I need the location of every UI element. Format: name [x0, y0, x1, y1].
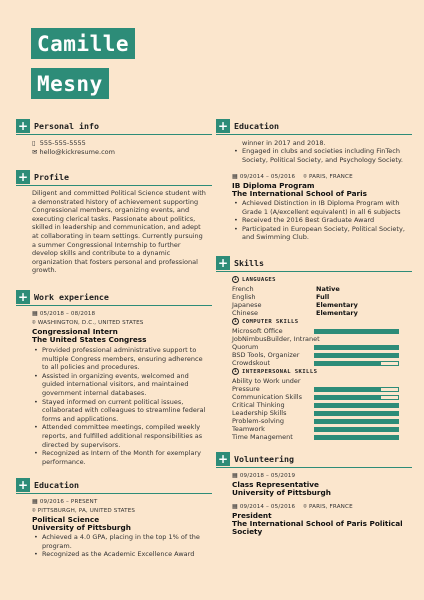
bullet-line: Stayed informed on current political issues, [42, 397, 184, 406]
volunteer-dates: 09/2018 – 05/2019 [239, 473, 296, 479]
info-icon: i [233, 319, 238, 324]
profile-line: a demonstrated history of achievement supporting [32, 197, 199, 206]
volunteer-meta [232, 503, 353, 511]
language-level: Elementary [316, 309, 358, 317]
plus-icon: + [217, 452, 229, 466]
bullet-line: Provided professional administrative support to [42, 346, 197, 354]
skill-level-fill [315, 412, 398, 415]
section-title: Education [234, 121, 279, 131]
calendar-icon: ▦ [232, 502, 238, 510]
profile-line: organization that fosters personal and professional [32, 257, 198, 266]
work-org: The United States Congress [32, 335, 147, 344]
skill-name: BSD Tools, Organizer [232, 351, 300, 359]
calendar-icon: ▦ [232, 173, 238, 180]
language-row [232, 293, 422, 301]
skill-level-bar [314, 361, 399, 366]
bullet-item [32, 533, 216, 550]
skill-name: Time Management [232, 433, 293, 441]
subheader-label: LANGUAGES [242, 276, 276, 283]
section-title: Profile [34, 172, 69, 182]
calendar-icon: ▦ [32, 310, 38, 317]
bullet-item [32, 423, 216, 449]
bullet-line: Assisted in organizing events, welcomed and [42, 371, 189, 380]
language-name: English [232, 293, 256, 301]
email-row [32, 148, 115, 157]
bullet-line: Recognized as Intern of the Month for exemplary [42, 449, 201, 458]
section-header-personal [16, 119, 99, 133]
bullet-line: program. [42, 541, 72, 550]
skill-level-bar [314, 411, 399, 416]
edu-continued-line: winner in 2017 and 2018. [242, 139, 326, 147]
ib-org: The International School of Paris [232, 189, 367, 198]
bullet-line: Achieved Distinction in IB Diploma Program with [242, 199, 400, 207]
bullet-line: multiple Congress members, ensuring adherence [42, 354, 203, 363]
language-level: Full [316, 293, 330, 301]
profile-line: executing clerical tasks. Passionate about politics, [32, 214, 196, 223]
edu-continued-bullets [232, 147, 416, 164]
skill-level-bar [314, 387, 399, 392]
bullet-item [32, 398, 216, 424]
plus-icon: + [217, 119, 229, 133]
skill-level-fill [315, 428, 398, 431]
skill-level-fill [315, 436, 398, 439]
edu-bullets [32, 533, 216, 559]
ib-meta: ▦ 09/2014 – 05/2016 ⌾ PARIS, FRANCE [232, 173, 353, 180]
skill-level-bar [314, 419, 399, 424]
bullet-line: Achieved a 4.0 GPA, placing in the top 1% of the [42, 533, 200, 541]
skills-subheader [232, 368, 317, 375]
bullet-item [232, 225, 416, 242]
plus-icon: + [17, 290, 29, 304]
bullet-line: Participated in European Society, Political Society, [242, 224, 405, 233]
info-icon: i [233, 277, 238, 282]
profile-line: develop skills and contribute to a dynamic [32, 249, 171, 258]
plus-icon: + [217, 256, 229, 270]
volunteer-title: Class Representative [232, 480, 319, 489]
volunteer-title: President [232, 510, 272, 520]
profile-line: growth. [32, 266, 57, 275]
section-header-profile [16, 170, 69, 184]
subheader-label: INTERPERSONAL SKILLS [242, 368, 318, 375]
skill-level-fill [315, 330, 398, 333]
profile-line: Congressional members, organizing events, and [32, 206, 190, 215]
location-pin-icon: ⌾ [32, 507, 36, 514]
skill-level-bar [314, 427, 399, 432]
phone-row [32, 139, 86, 148]
language-name: French [232, 285, 254, 293]
edu-dates: ▦ 09/2016 – PRESENT [32, 498, 98, 505]
bullet-line: forms and applications. [42, 414, 119, 423]
location-pin-icon: ⌾ [303, 173, 307, 180]
section-divider [16, 185, 212, 186]
bullet-item [32, 550, 216, 559]
skill-name: JobNimbusBuilder, Intranet [232, 335, 320, 343]
language-level: Elementary [316, 301, 358, 309]
bullet-item [32, 346, 216, 372]
skill-level-fill [315, 420, 398, 423]
skill-name: Microsoft Office [232, 327, 283, 335]
phone-icon: ▯ [32, 139, 36, 147]
language-row [232, 285, 422, 293]
skill-name: Problem-solving [232, 417, 284, 425]
skill-name: Teamwork [232, 425, 265, 433]
work-title: Congressional Intern [32, 327, 118, 336]
volunteer-meta [232, 472, 295, 480]
info-icon: i [233, 369, 238, 374]
bullet-line: reports, and fulfilled additional responsibilities as [42, 431, 203, 440]
section-divider [216, 271, 412, 272]
profile-line: at collaborating in team settings. Currently pursuing [32, 231, 203, 240]
language-name: Chinese [232, 309, 258, 317]
bullet-line: Recognized as the Academic Excellence Award [42, 550, 195, 559]
bullet-line: guided international visitors, and maintained [42, 380, 189, 389]
volunteer-org: University of Pittsburgh [232, 488, 331, 498]
skill-level-bar [314, 395, 399, 400]
section-divider [216, 134, 412, 135]
bullet-line: to all policies and procedures. [42, 363, 140, 372]
calendar-icon: ▦ [32, 498, 38, 505]
section-title: Personal info [34, 121, 99, 131]
section-header-education-right [216, 119, 279, 133]
skill-level-fill [315, 388, 381, 391]
bullet-line: government internal databases. [42, 388, 147, 397]
bullet-line: collaborated with colleagues to streamline federal [42, 406, 206, 415]
skill-name: Communication Skills [232, 393, 302, 401]
section-title: Skills [234, 258, 264, 268]
last-name: Mesny [31, 68, 109, 99]
bullet-line: Attended committee meetings, compiled weekly [42, 423, 201, 432]
section-divider [16, 493, 212, 494]
language-name: Japanese [232, 301, 262, 309]
language-level: Native [316, 285, 340, 293]
first-name: Camille [31, 28, 135, 59]
skills-subheader [232, 276, 276, 283]
volunteer-org: The International School of Paris Political [232, 518, 403, 528]
skill-level-bar [314, 345, 399, 350]
skill-name: Crowdskout [232, 359, 271, 367]
bullet-line: Received the 2016 Best Graduate Award [242, 216, 375, 225]
section-title: Work experience [34, 292, 109, 302]
section-header-education-left [16, 478, 79, 492]
skill-level-fill [315, 404, 398, 407]
phone-text: 555-555-5555 [39, 139, 86, 147]
skill-name: Leadership Skills [232, 409, 287, 417]
email-text: hello@kickresume.com [39, 148, 115, 156]
bullet-line: Grade 1 (A/excellent equivalent) in all 6 subjects [242, 207, 401, 216]
bullet-line: performance. [42, 457, 86, 466]
edu-location: ⌾ PITTSBURGH, PA, UNITED STATES [32, 507, 136, 514]
work-location: ⌾ WASHINGTON, D.C., UNITED STATES [32, 319, 144, 326]
location-pin-icon: ⌾ [303, 502, 307, 510]
section-header-work [16, 290, 109, 304]
bullet-item [32, 449, 216, 466]
bullet-item [232, 199, 416, 216]
skill-level-fill [315, 396, 381, 399]
work-bullets [32, 346, 216, 466]
section-header-volunteering [216, 452, 294, 466]
section-header-skills [216, 256, 264, 270]
location-pin-icon: ⌾ [32, 319, 36, 326]
skill-name: Critical Thinking [232, 401, 285, 409]
skill-level-bar [314, 353, 399, 358]
volunteer-org: Society [232, 527, 263, 537]
section-title: Volunteering [234, 454, 294, 464]
bullet-item: • Engaged in clubs and societies including FinTech Society, Political Society, and Psychology Society. [232, 147, 416, 164]
skill-name: Pressure [232, 385, 260, 393]
skill-level-bar [314, 435, 399, 440]
bullet-item [32, 372, 216, 398]
section-title: Education [34, 480, 79, 490]
skill-level-fill [315, 362, 381, 365]
bullet-line: directed by supervisors. [42, 440, 121, 449]
skill-name: Ability to Work under [232, 377, 301, 385]
language-row [232, 309, 422, 317]
profile-line: a summer Congressional Internship to further [32, 240, 181, 249]
volunteer-dates: 09/2014 – 05/2016 [239, 503, 296, 510]
plus-icon: + [17, 478, 29, 492]
profile-line: Diligent and committed Political Science student with [32, 189, 206, 197]
profile-text [32, 189, 216, 275]
skill-level-fill [315, 346, 398, 349]
edu-title: Political Science [32, 515, 100, 524]
section-divider [216, 467, 412, 468]
skill-level-fill [315, 354, 398, 357]
skill-level-bar [314, 403, 399, 408]
subheader-label: COMPUTER SKILLS [242, 318, 299, 325]
plus-icon: + [17, 170, 29, 184]
bullet-item [232, 216, 416, 225]
calendar-icon: ▦ [232, 472, 238, 479]
bullet-line: and Swimming Club. [242, 233, 309, 242]
envelope-icon: ✉ [32, 148, 38, 156]
work-dates: ▦ 05/2018 – 08/2018 [32, 310, 96, 317]
ib-bullets [232, 199, 416, 242]
language-row [232, 301, 422, 309]
skills-subheader [232, 318, 299, 325]
skill-name: Quorum [232, 343, 259, 351]
section-divider [16, 305, 212, 306]
profile-line: skilled in leadership and communication, and adept [32, 223, 201, 232]
skill-level-bar [314, 329, 399, 334]
edu-org: University of Pittsburgh [32, 523, 131, 532]
plus-icon: + [17, 119, 29, 133]
volunteer-location: PARIS, FRANCE [308, 503, 353, 510]
ib-title: IB Diploma Program [232, 181, 315, 190]
section-divider [16, 134, 212, 135]
